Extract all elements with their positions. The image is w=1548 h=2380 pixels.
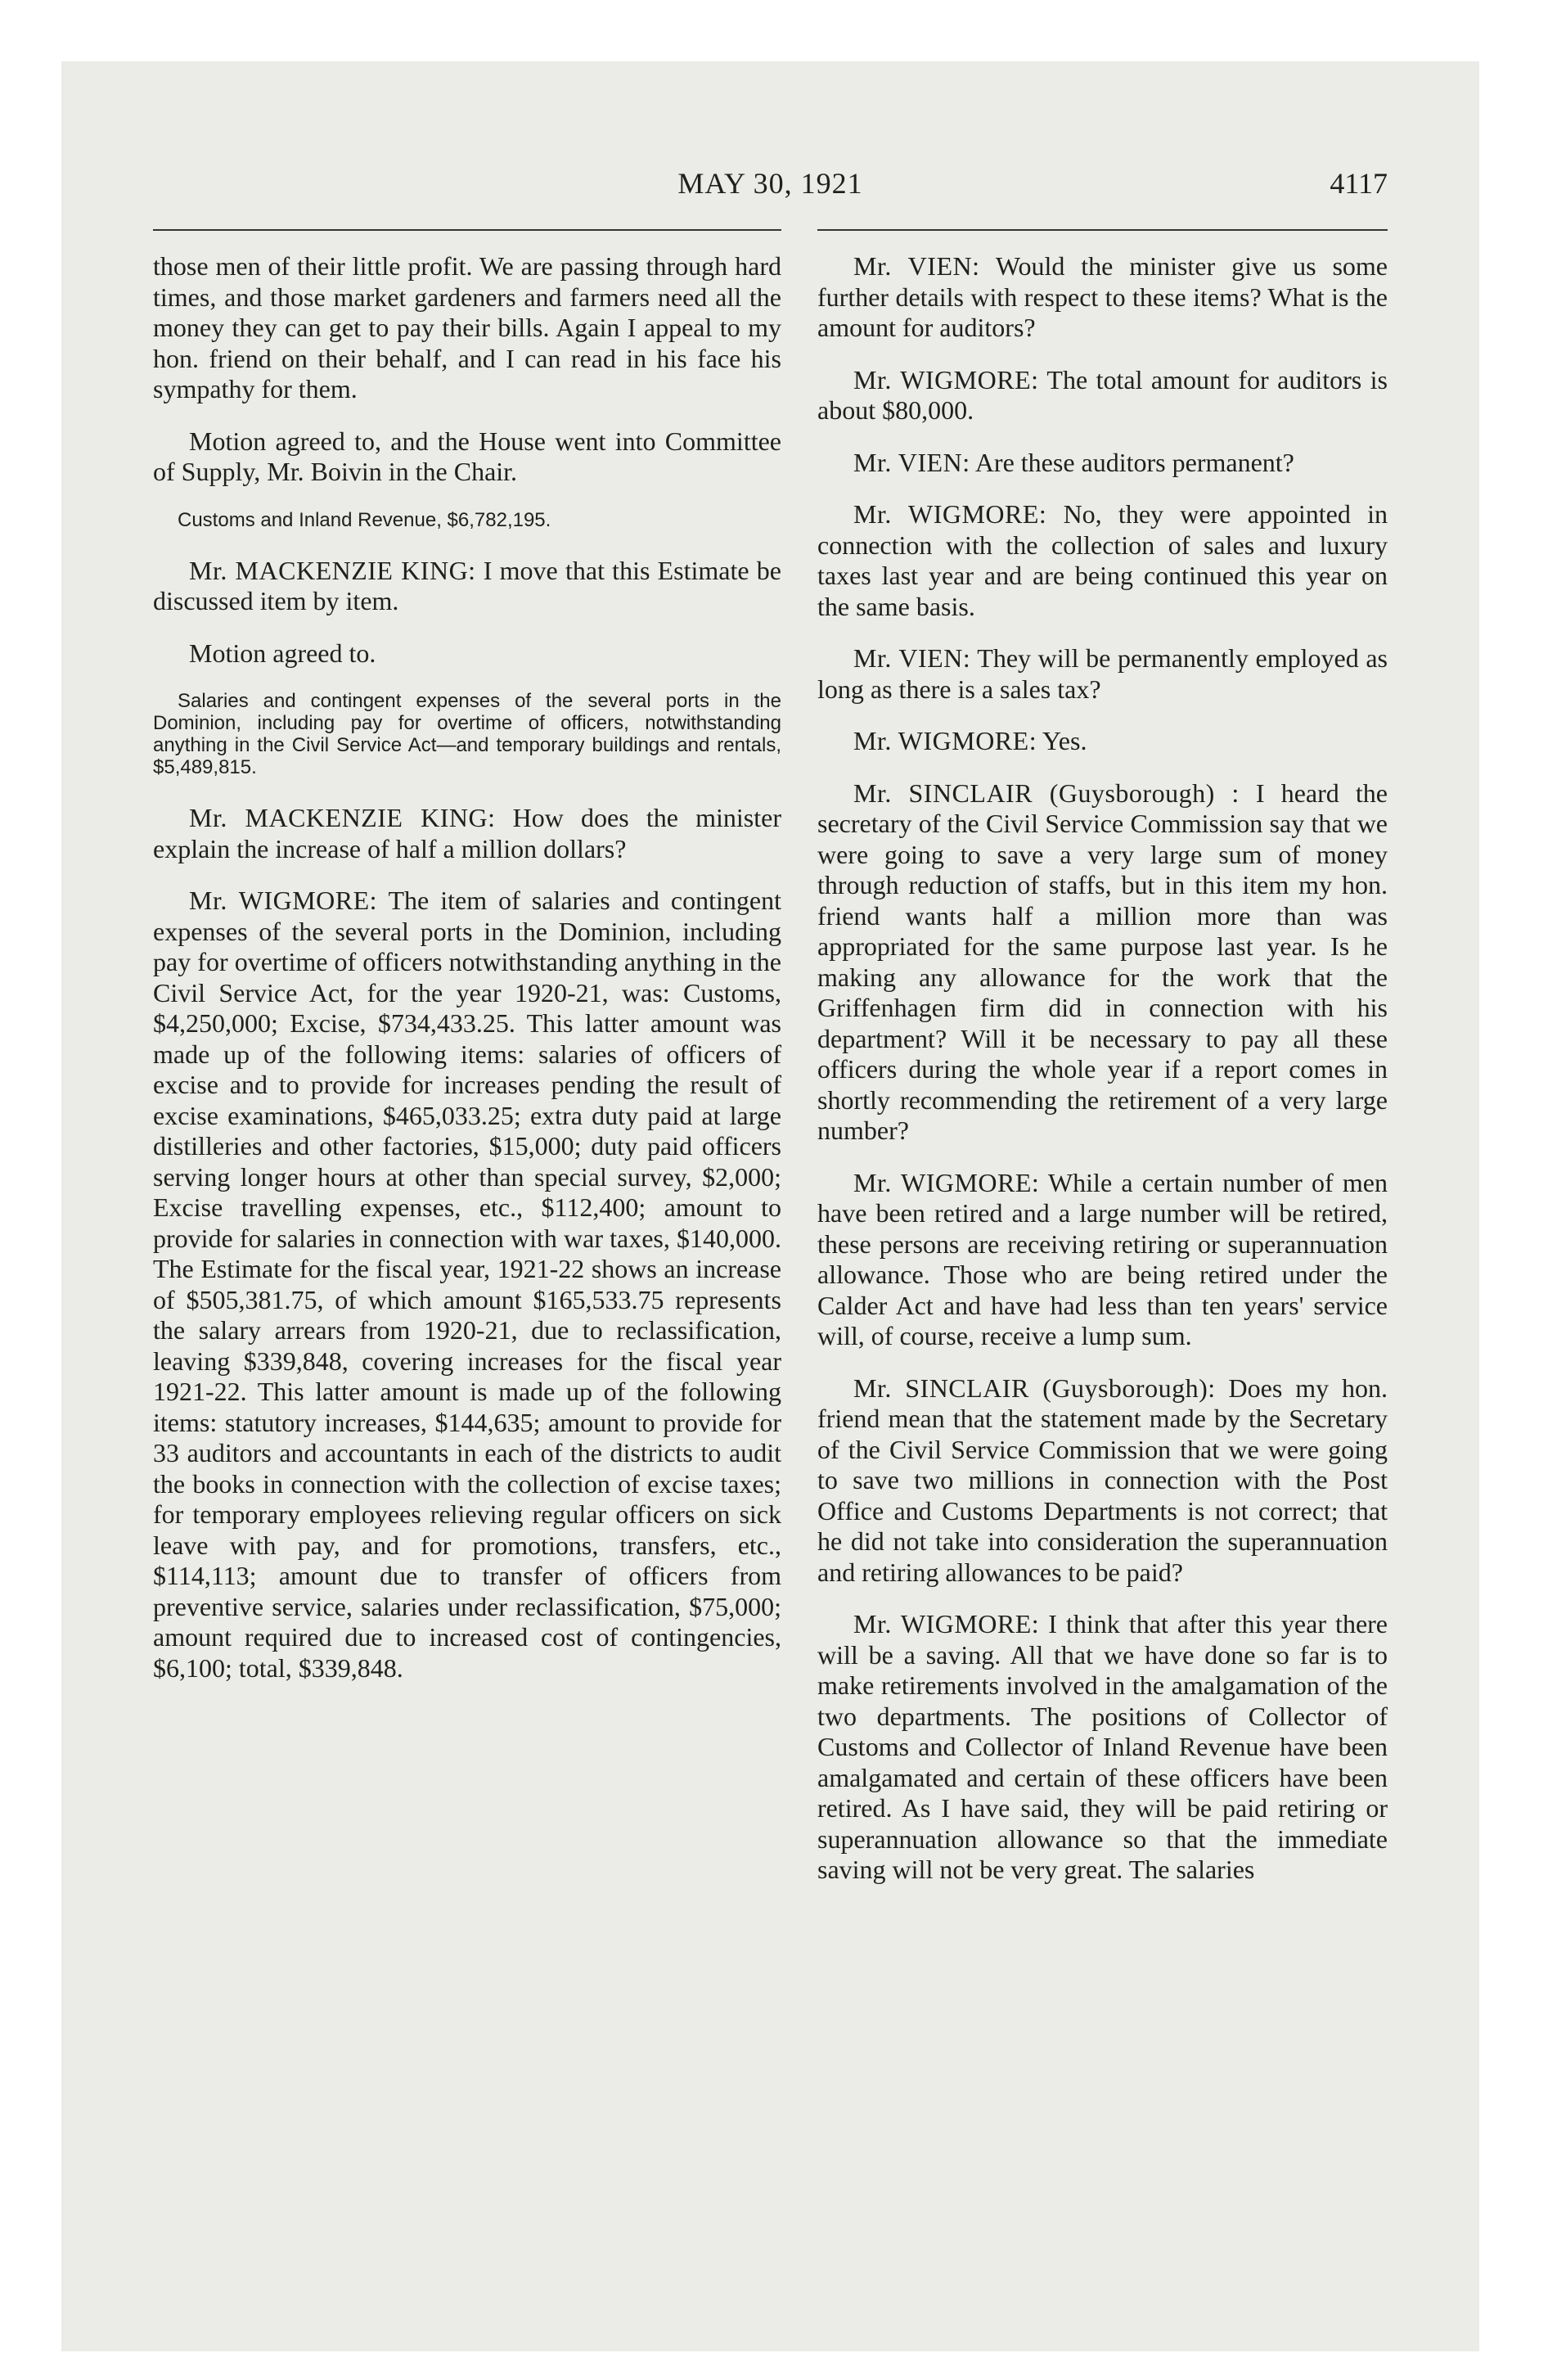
speech: Mr. MACKENZIE KING: How does the minister explain the increase of half a million dollars? bbox=[153, 803, 782, 863]
speech: Mr. MACKENZIE KING: I move that this Estimate be discussed item by item. bbox=[153, 555, 782, 615]
speaker-name: Mr. WIGMORE: bbox=[189, 886, 378, 915]
page-date: MAY 30, 1921 bbox=[677, 167, 863, 200]
speaker-name: Mr. VIEN: bbox=[853, 643, 971, 673]
speaker-name: Mr. WIGMORE: bbox=[853, 364, 1039, 394]
speech: Mr. WIGMORE: No, they were appointed in connection with the collection of sales and luxury taxes last year and are being continued this year on the same basis. bbox=[817, 499, 1388, 621]
speaker-name: Mr. WIGMORE: bbox=[853, 499, 1047, 529]
header-rule-right bbox=[817, 229, 1388, 231]
header-rule-left bbox=[153, 229, 781, 231]
speaker-name: Mr. WIGMORE: bbox=[853, 1167, 1040, 1197]
paragraph: Motion agreed to, and the House went into Committee of Supply, Mr. Boivin in the Chair. bbox=[153, 426, 781, 486]
speech: Mr. WIGMORE: The total amount for auditors is about $80,000. bbox=[817, 364, 1388, 425]
paragraph: Motion agreed to. bbox=[189, 638, 376, 668]
speaker-name: Mr. SINCLAIR (Guysborough): bbox=[853, 1373, 1216, 1403]
speaker-name: Mr. SINCLAIR (Guysborough) : bbox=[853, 778, 1240, 808]
speech: Mr. WIGMORE: I think that after this year there will be a saving. All that we have done so far is to make retirements involved in the amalgamation of the two departments. The positions of Collector of Customs and Collector of Inland Revenue have been amalgamated and certain of these officers have been retired. As I have said, they will be paid retiring or superannuation allowance so that the immediate saving will not be very great. The salaries bbox=[817, 1609, 1388, 1884]
estimate-item-heading: Customs and Inland Revenue, $6,782,195. bbox=[178, 508, 551, 531]
right-column bbox=[817, 251, 1388, 1907]
speech: Mr. VIEN: They will be permanently employed as long as there is a sales tax? bbox=[817, 643, 1388, 704]
speaker-name: Mr. VIEN: bbox=[853, 447, 970, 477]
speech: Mr. SINCLAIR (Guysborough) : I heard the secretary of the Civil Service Commission say that we were going to save a very large sum of money through reduction of staffs, but in this item my hon. friend wants half a million more than was appropriated for the same purpose last year. Is he making any allowance for the work that the Griffenhagen firm did in connection with his department? Will it be necessary to pay all these officers during the whole year if a report comes in shortly recommending the retirement of a very large number? bbox=[817, 778, 1388, 1145]
speaker-name: Mr. WIGMORE: bbox=[853, 1609, 1040, 1639]
speech: Mr. VIEN: Are these auditors permanent? bbox=[853, 447, 1294, 477]
hansard-page bbox=[61, 61, 1479, 2351]
speech: Mr. WIGMORE: The item of salaries and contingent expenses of the several ports in the Dominion, including pay for overtime of officers notwithstanding anything in the Civil Service Act, for the year 1920-21, was: Customs, $4,250,000; Excise, $734,433.25. This latter amount was made up of the following items: salaries of officers of excise and to provide for increases pending the result of excise examinations, $465,033.25; extra duty paid at large distilleries and other factories, $15,000; duty paid officers serving longer hours at other than special survey, $2,000; Excise travelling expenses, etc., $112,400; amount to provide for salaries in connection with war taxes, $140,000. The Estimate for the fiscal year, 1921-22 shows an increase of $505,381.75, of which amount $165,533.75 represents the salary arrears from 1920-21, due to reclassification, leaving $339,848, covering increases for the fiscal year 1921-22. This latter amount is made up of the following items: statutory increases, $144,635; amount to provide for 33 auditors and accountants in each of the districts to audit the books in connection with the collection of excise taxes; for temporary employees relieving regular officers on sick leave with pay, and for promotions, transfers, etc., $114,113; amount due to transfer of officers from preventive service, salaries under reclassification, $75,000; amount required due to increased cost of contingencies, $6,100; total, $339,848. bbox=[153, 886, 782, 1683]
left-column bbox=[153, 251, 781, 1705]
speaker-name: Mr. VIEN: bbox=[853, 251, 980, 281]
speaker-name: Mr. MACKENZIE KING: bbox=[189, 555, 476, 585]
speech: Mr. WIGMORE: Yes. bbox=[853, 726, 1087, 755]
paragraph: those men of their little profit. We are passing through hard times, and those market gardeners and farmers need all the money they can get to pay their bills. Again I appeal to my hon. friend on their behalf, and I can read in his face his sympathy for them. bbox=[153, 251, 781, 403]
page-number: 4117 bbox=[1330, 167, 1388, 200]
speaker-name: Mr. MACKENZIE KING: bbox=[189, 803, 496, 832]
speaker-name: Mr. WIGMORE: bbox=[853, 726, 1037, 755]
estimate-item-description: Salaries and contingent expenses of the several ports in the Dominion, including pay for overtime of officers, notwithstanding anything in the Civil Service Act—and temporary buildings and rentals, $5,489,815. bbox=[153, 690, 781, 778]
speech: Mr. VIEN: Would the minister give us some further details with respect to these items? What is the amount for auditors? bbox=[817, 251, 1388, 342]
speech: Mr. SINCLAIR (Guysborough): Does my hon. friend mean that the statement made by the Secretary of the Civil Service Commission that we were going to save two millions in connection with the Post Office and Customs Departments is not correct; that he did not take into consideration the superannuation and retiring allowances to be paid? bbox=[817, 1373, 1388, 1587]
speech: Mr. WIGMORE: While a certain number of men have been retired and a large number will be retired, these persons are receiving retiring or superannuation allowance. Those who are being retired under the Calder Act and have had less than ten years' service will, of course, receive a lump sum. bbox=[817, 1167, 1388, 1350]
page-header bbox=[153, 166, 1388, 215]
